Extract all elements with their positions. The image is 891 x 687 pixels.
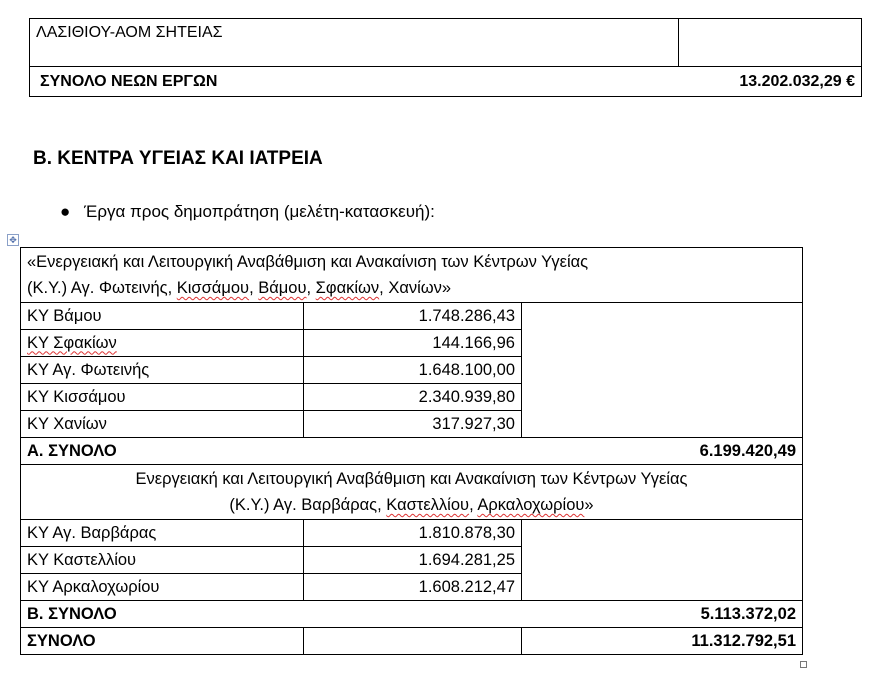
group-a-sum-value: 6.199.420,49 <box>699 441 796 460</box>
group-b-sum-label: Β. ΣΥΝΟΛΟ <box>27 604 117 623</box>
bullet-text: Έργα προς δημοπράτηση (μελέτη-κατασκευή): <box>84 202 435 221</box>
resize-icon[interactable] <box>800 661 807 668</box>
group-b-title-line2: (Κ.Υ.) Αγ. Βαρβάρας, Καστελλίου, Αρκαλοχωρίου» <box>229 496 594 514</box>
group-a-sum-label: Α. ΣΥΝΟΛΟ <box>27 441 117 460</box>
top-summary-table <box>29 18 862 97</box>
group-b-sum <box>21 601 803 628</box>
section-heading: Β. ΚΕΝΤΡΑ ΥΓΕΙΑΣ ΚΑΙ ΙΑΤΡΕΙΑ <box>33 148 323 169</box>
new-works-total-label: ΣΥΝΟΛΟ ΝΕΩΝ ΕΡΓΩΝ <box>40 72 218 90</box>
group-b-sum-value: 5.113.372,02 <box>700 604 796 623</box>
group-b-title <box>21 465 803 520</box>
group-b-blank-cell <box>522 520 803 601</box>
row-value: 1.810.878,30 <box>304 520 522 547</box>
table-row <box>21 303 803 330</box>
table-row <box>21 248 803 303</box>
row-name: ΚΥ Κισσάμου <box>21 384 304 411</box>
row-name: ΚΥ Βάμου <box>21 303 304 330</box>
row-name: ΚΥ Αγ. Φωτεινής <box>21 357 304 384</box>
new-works-total-value: 13.202.032,29 € <box>739 72 855 90</box>
health-centers-table <box>20 247 803 655</box>
row-value: 1.648.100,00 <box>304 357 522 384</box>
row-value: 2.340.939,80 <box>304 384 522 411</box>
new-works-total-cell <box>30 67 862 97</box>
row-value: 1.694.281,25 <box>304 547 522 574</box>
group-a-title-line1: «Ενεργειακή και Λειτουργική Αναβάθμιση και Ανακαίνιση των Κέντρων Υγείας <box>27 253 589 271</box>
bullet-icon: ● <box>60 202 71 221</box>
region-value-cell <box>679 19 862 67</box>
row-name: ΚΥ Αγ. Βαρβάρας <box>21 520 304 547</box>
row-name: ΚΥ Καστελλίου <box>21 547 304 574</box>
group-a-title <box>21 248 803 303</box>
table-row <box>30 67 862 97</box>
table-row <box>21 601 803 628</box>
row-name: ΚΥ Χανίων <box>21 411 304 438</box>
grand-total-value: 11.312.792,51 <box>522 628 803 655</box>
group-a-blank-cell <box>522 303 803 438</box>
group-b-title-line1: Ενεργειακή και Λειτουργική Αναβάθμιση και Ανακαίνιση των Κέντρων Υγείας <box>135 470 688 488</box>
region-cell: ΛΑΣΙΘΙΟΥ-ΑΟΜ ΣΗΤΕΙΑΣ <box>30 19 679 67</box>
grand-total-mid <box>304 628 522 655</box>
row-name: ΚΥ Σφακίων <box>21 330 304 357</box>
table-row <box>21 465 803 520</box>
row-value: 144.166,96 <box>304 330 522 357</box>
move-icon[interactable]: ✥ <box>7 234 19 246</box>
table-row <box>21 520 803 547</box>
table-row <box>30 19 862 67</box>
group-a-sum <box>21 438 803 465</box>
row-value: 1.608.212,47 <box>304 574 522 601</box>
table-row <box>21 628 803 655</box>
row-value: 1.748.286,43 <box>304 303 522 330</box>
group-a-title-line2: (Κ.Υ.) Αγ. Φωτεινής, Κισσάμου, Βάμου, Σφακίων, Χανίων» <box>27 279 452 297</box>
row-value: 317.927,30 <box>304 411 522 438</box>
table-row <box>21 438 803 465</box>
grand-total-label: ΣΥΝΟΛΟ <box>21 628 304 655</box>
row-name: ΚΥ Αρκαλοχωρίου <box>21 574 304 601</box>
bullet-item <box>60 202 435 222</box>
